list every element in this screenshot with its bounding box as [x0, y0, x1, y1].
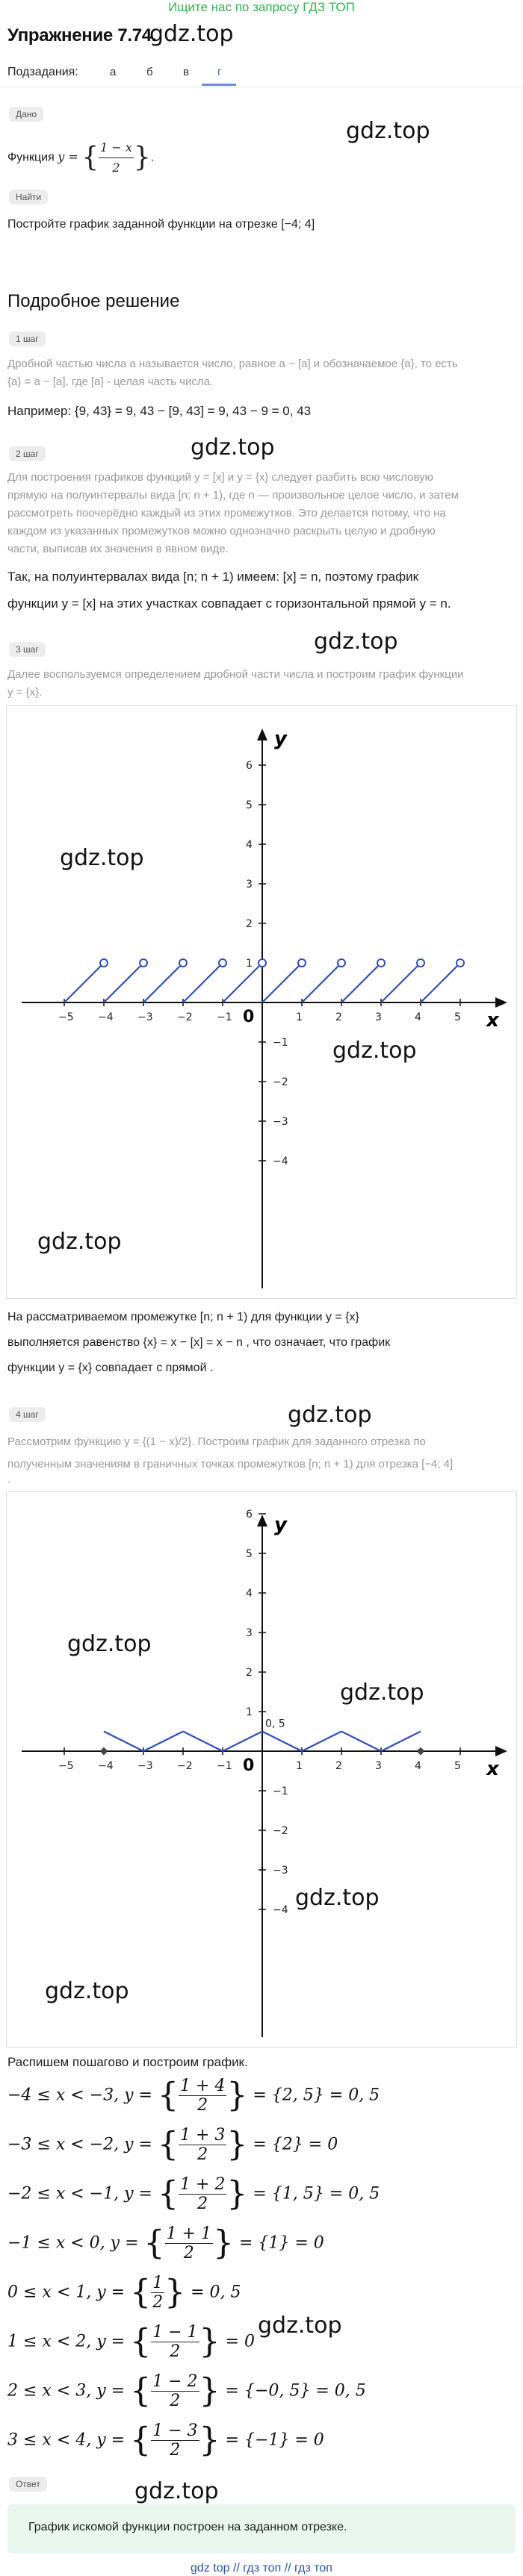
x-tick-label: 1: [296, 1011, 303, 1023]
y-tick-label: 5: [246, 1548, 253, 1560]
calc-row: −1 ≤ x < 0, y = { $\frac{1 + 1}{2}$ } = {1} = 0: [7, 2224, 324, 2262]
y-tick-label: −1: [273, 1786, 288, 1797]
tab-g[interactable]: г: [217, 66, 222, 78]
graph2-svg: [7, 1492, 516, 2047]
y-tick-label: −2: [273, 1825, 288, 1837]
x-tick-label: −5: [58, 1760, 74, 1772]
watermark: gdz.top: [295, 1885, 380, 1911]
x-tick-label: −3: [137, 1760, 153, 1772]
calc-row: 1 ≤ x < 2, y = { $\frac{1 - 1}{2}$ } = 0: [7, 2322, 255, 2361]
graph2-segment: [381, 1732, 421, 1752]
x-tick-label: −1: [217, 1011, 232, 1023]
calc-row: 2 ≤ x < 3, y = { $\frac{1 - 2}{2}$ } = {−0, 5} = 0, 5: [7, 2371, 366, 2410]
y-tick-label: 4: [246, 1588, 253, 1600]
graph1-segment: [143, 966, 180, 1002]
graph1-segment: [302, 966, 338, 1002]
step2-line: рассмотреть поочерёдно каждый из этих промежутков. Это делается потому, что на: [7, 507, 446, 520]
y-axis-arrow: [257, 1515, 267, 1526]
watermark: gdz.top: [258, 2313, 342, 2339]
graph1-segment: [262, 966, 299, 1002]
given-prefix: Функция: [7, 151, 58, 164]
page-title: Упражнение 7.74.: [7, 25, 157, 46]
x-tick-label: −4: [98, 1760, 114, 1772]
step4-badge: 4 шаг: [9, 1407, 46, 1422]
after-graph1-line1: На рассматриваемом промежутке [n; n + 1) для функции y = {x}: [7, 1311, 359, 1323]
step3-line1: Далее воспользуемся определением дробной части числа и построим график функции: [7, 668, 464, 681]
graph1-segment: [183, 966, 220, 1002]
origin-label: 0: [243, 1008, 255, 1026]
y-tick-label: −4: [273, 1904, 288, 1916]
step2-bold2: функции y = [x] на этих участках совпадает с горизонтальной прямой y = n.: [7, 596, 451, 611]
x-axis-label: x: [486, 1009, 499, 1032]
y-tick-label: 6: [246, 760, 253, 772]
graph1-segment: [64, 966, 101, 1002]
watermark: gdz.top: [332, 1038, 417, 1064]
half-label: 0, 5: [265, 1718, 285, 1730]
x-tick-label: −5: [58, 1011, 74, 1023]
watermark: gdz.top: [134, 2478, 219, 2504]
step2-line: прямую на полуинтервалы вида [n; n + 1), где n — произвольное целое число, и затем: [7, 489, 459, 502]
solution-title: Подробное решение: [7, 291, 180, 311]
rows-intro: Распишем пошагово и построим график.: [7, 2055, 248, 2069]
x-tick-label: 4: [415, 1011, 421, 1023]
x-tick-label: −3: [137, 1011, 153, 1023]
step2-badge: 2 шаг: [9, 446, 46, 461]
step1-badge: 1 шаг: [9, 331, 46, 346]
graph2-endpoint: [101, 1748, 107, 1754]
answer-badge: Ответ: [9, 2477, 47, 2492]
y-tick-label: −1: [273, 1037, 288, 1049]
y-tick-label: −3: [273, 1116, 288, 1128]
step2-line: части, выписав их значения в явном виде.: [7, 543, 229, 555]
graph1-segment: [381, 966, 418, 1002]
x-tick-label: 2: [335, 1011, 342, 1023]
x-tick-label: 2: [335, 1760, 342, 1772]
graph1-open-point: [100, 959, 108, 967]
y-axis-label: y: [274, 728, 287, 750]
y-tick-label: 4: [246, 839, 253, 851]
calc-row: 0 ≤ x < 1, y = { $\frac{1}{2}$ } = 0, 5: [7, 2273, 241, 2312]
y-tick-label: 1: [246, 958, 253, 970]
origin-label: 0: [243, 1756, 255, 1775]
y-tick-label: −4: [273, 1156, 288, 1167]
graph1-open-point: [457, 959, 464, 967]
graph2-segment: [143, 1732, 183, 1752]
graph2-endpoint: [418, 1748, 424, 1754]
y-axis-arrow: [257, 729, 267, 740]
given-numerator: 1 − x: [99, 138, 134, 158]
watermark: gdz.top: [37, 1229, 122, 1255]
x-axis-arrow: [495, 997, 507, 1008]
x-tick-label: −2: [177, 1760, 193, 1772]
x-tick-label: −4: [98, 1011, 114, 1023]
step3-badge: 3 шаг: [9, 642, 46, 657]
step4-line1: Рассмотрим функцию y = {(1 − x)/2}. Построим график для заданного отрезка по: [7, 1435, 426, 1448]
x-tick-label: 1: [296, 1760, 303, 1772]
watermark: gdz.top: [191, 434, 275, 461]
graph1-segment: [341, 966, 378, 1002]
after-graph1-line3: функции y = {x} совпадает с прямой .: [7, 1362, 214, 1374]
x-tick-label: 4: [415, 1760, 421, 1772]
graph2-segment: [302, 1732, 341, 1752]
y-tick-label: 3: [246, 879, 253, 891]
tab-b[interactable]: б: [146, 66, 153, 78]
watermark: gdz.top: [340, 1680, 424, 1706]
x-tick-label: −1: [217, 1760, 232, 1772]
graph2-segment: [262, 1732, 302, 1752]
watermark: gdz.top: [288, 1402, 372, 1428]
y-tick-label: 3: [246, 1627, 253, 1639]
graph-target-function: [6, 1491, 517, 2048]
calc-row: −2 ≤ x < −1, y = { $\frac{1 + 2}{2}$ } = {1, 5} = 0, 5: [7, 2174, 380, 2213]
y-tick-label: 2: [246, 918, 253, 930]
graph2-segment: [223, 1732, 262, 1752]
footer-links[interactable]: gdz top // гдз топ // гдз топ: [191, 2562, 332, 2575]
top-banner-link[interactable]: Ищите нас по запросу ГДЗ ТОП: [168, 0, 355, 14]
graph1-open-point: [140, 959, 147, 967]
subtasks-label: Подзадания:: [7, 66, 78, 78]
given-lhs: y =: [58, 149, 78, 164]
after-graph1-line2: выполняется равенство {x} = x − [x] = x − n , что означает, что график: [7, 1336, 391, 1349]
watermark: gdz.top: [67, 1631, 152, 1657]
x-tick-label: 5: [454, 1760, 461, 1772]
x-tick-label: −2: [177, 1011, 193, 1023]
answer-text: График искомой функции построен на заданном отрезке.: [28, 2521, 347, 2533]
x-axis-arrow: [495, 1746, 507, 1756]
calc-row: −3 ≤ x < −2, y = { $\frac{1 + 3}{2}$ } = {2} = 0: [7, 2125, 338, 2164]
y-tick-label: 1: [246, 1706, 253, 1718]
find-text: Постройте график заданной функции на отрезке [−4; 4]: [7, 218, 315, 231]
step1-example: Например: {9, 43} = 9, 43 − [9, 43] = 9, 43 − 9 = 0, 43: [7, 404, 312, 418]
watermark: gdz.top: [149, 21, 234, 47]
tab-v[interactable]: в: [183, 66, 189, 78]
watermark: gdz.top: [314, 629, 398, 655]
y-tick-label: 5: [246, 799, 253, 811]
y-tick-label: −3: [273, 1865, 288, 1877]
graph1-open-point: [219, 959, 226, 967]
graph1-open-point: [179, 959, 187, 967]
find-badge: Найти: [9, 190, 48, 205]
step1-line2: {a} = a − [a], где [a] - целая часть числа.: [7, 375, 214, 388]
given-denominator: 2: [112, 160, 120, 175]
x-tick-label: 3: [375, 1011, 382, 1023]
graph2-segment: [104, 1732, 143, 1752]
y-axis-label: y: [274, 1514, 287, 1536]
graph1-svg: [7, 706, 516, 1298]
graph2-segment: [341, 1732, 381, 1752]
x-tick-label: 3: [375, 1760, 382, 1772]
step1-line1: Дробной частью числа a называется число, равное a − [a] и обозначаемое {a}, то есть: [7, 358, 458, 370]
tab-a[interactable]: а: [110, 66, 117, 78]
graph2-segment: [183, 1732, 223, 1752]
y-tick-label: 2: [246, 1667, 253, 1679]
given-badge: Дано: [9, 107, 43, 122]
graph1-open-point: [377, 959, 385, 967]
y-tick-label: 6: [246, 1509, 253, 1521]
graph1-open-point: [338, 959, 345, 967]
graph-fractional-part: [6, 705, 517, 1299]
answer-box: [7, 2504, 516, 2554]
active-tab-indicator: [202, 84, 236, 86]
step4-line3: .: [7, 1473, 11, 1485]
graph1-open-point: [259, 959, 266, 967]
watermark: gdz.top: [45, 1978, 129, 2004]
given-text: Функция y = { $\frac{1 - x}{2}$ }.: [7, 138, 154, 178]
graph1-segment: [421, 966, 457, 1002]
graph1-segment: [223, 966, 259, 1002]
calc-row: −4 ≤ x < −3, y = { $\frac{1 + 4}{2}$ } = {2, 5} = 0, 5: [7, 2076, 380, 2115]
x-tick-label: 5: [454, 1011, 461, 1023]
y-tick-label: −2: [273, 1076, 288, 1088]
calc-row: 3 ≤ x < 4, y = { $\frac{1 - 3}{2}$ } = {−1} = 0: [7, 2421, 324, 2460]
step2-line: Для построения графиков функций y = [x] и y = {x} следует разбить всю числовую: [7, 471, 433, 484]
graph1-open-point: [417, 959, 424, 967]
watermark: gdz.top: [60, 845, 144, 871]
graph1-open-point: [298, 959, 306, 967]
step2-bold1: Так, на полуинтервалах вида [n; n + 1) имеем: [x] = n, поэтому график: [7, 570, 419, 584]
x-axis-label: x: [486, 1758, 499, 1780]
graph1-segment: [104, 966, 140, 1002]
step4-line2: полученным значениям в граничных точках промежутков [n; n + 1) для отрезка [−4; 4]: [7, 1458, 454, 1471]
step2-line: каждом из указанных промежутков можно однозначно раскрыть целую и дробную: [7, 525, 436, 537]
watermark: gdz.top: [346, 118, 430, 144]
step3-line2: y = {x}.: [7, 686, 43, 699]
